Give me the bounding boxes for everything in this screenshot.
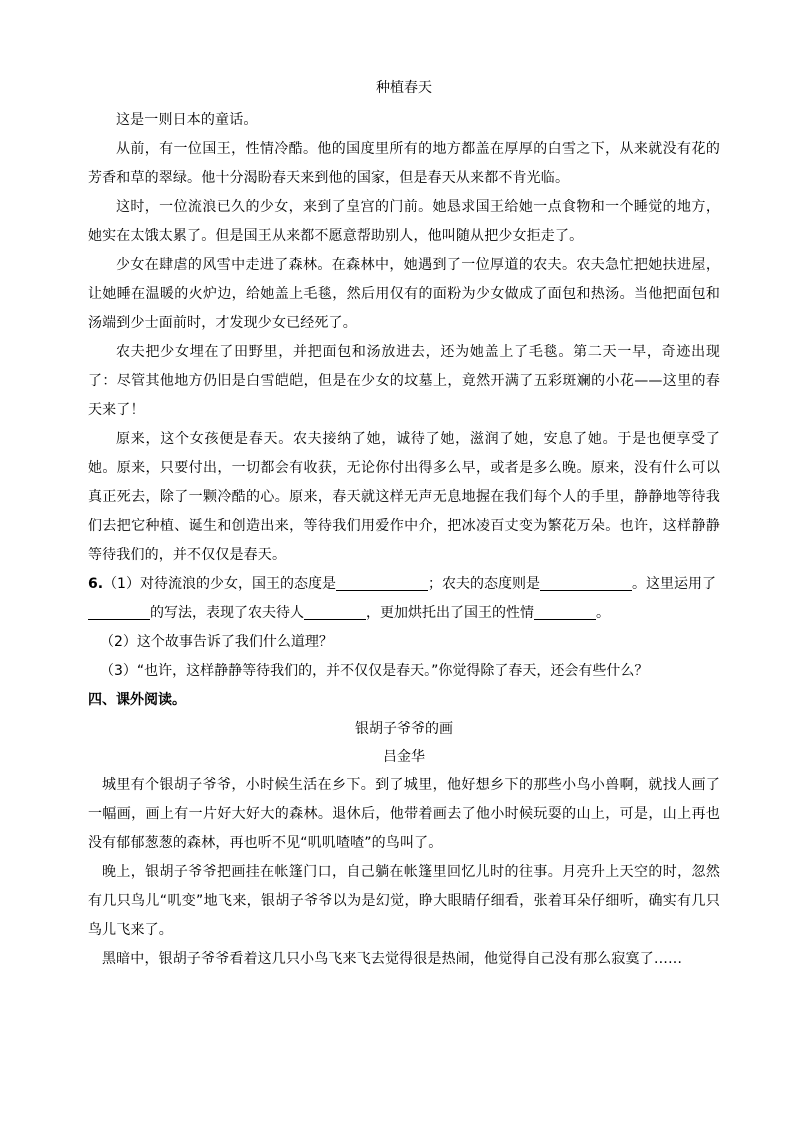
answer-blank-king-temper[interactable] xyxy=(534,603,596,620)
story1-paragraph: 农夫把少女埋在了田野里，并把面包和汤放进去，还为她盖上了毛毯。第二天一早，奇迹出现了：尽管其他地方仍旧是白雪皑皑，但是在少女的坟墓上，竟然开满了五彩斑斓的小花——这里的春天来了！ xyxy=(88,344,720,418)
answer-blank-king-attitude[interactable] xyxy=(336,574,428,591)
story2-paragraph: 城里有个银胡子爷爷，小时候生活在乡下。到了城里，他好想乡下的那些小鸟小兽啊，就找人画了一幅画，画上有一片好大好大的森林。退休后，他带着画去了他小时候玩耍的山上，可是，山上再也没有郁郁葱葱的森林，再也听不见“叽叽喳喳”的鸟叫了。 xyxy=(88,777,720,851)
section-heading: 四、课外阅读。 xyxy=(88,692,186,708)
q6-part1-prefix: （1）对待流浪的少女，国王的态度是 xyxy=(103,576,336,592)
story2-author: 吕金华 xyxy=(383,749,425,765)
q6-part1-end: 。 xyxy=(596,605,610,621)
story1-paragraph: 少女在肆虐的风雪中走进了森林。在森林中，她遇到了一位厚道的农夫。农夫急忙把她扶进屋，让她睡在温暖的火炉边，给她盖上毛毯，然后用仅有的面粉为少女做成了面包和热汤。当他把面包和汤端到少士面前时，才发现少女已经死了。 xyxy=(88,257,720,331)
story2-paragraph: 晚上，银胡子爷爷把画挂在帐篷门口，自己躺在帐篷里回忆儿时的往事。月亮升上天空的时，忽然有几只鸟儿“叽变”地飞来，银胡子爷爷以为是幻觉，睁大眼睛仔细看，张着耳朵仔细听，确实有几只鸟儿飞来了。 xyxy=(88,864,720,938)
q6-part1-mid3: 的写法，表现了农夫待人 xyxy=(150,605,304,621)
story1-paragraph: 原来，这个女孩便是春天。农夫接纳了她，诚待了她，滋润了她，安息了她。于是也便享受了她。原来，只要付出，一切都会有收获，无论你付出得多么早，或者是多么晚。原来，没有什么可以真正死去，除了一颗冷酷的心。原来，春天就这样无声无息地握在我们每个人的手里，静静地等待我们去把它种植、诞生和创造出来，等待我们用爱作中介，把冰凌百丈变为繁花万朵。也许，这样静静等待我们的，并不仅仅是春天。 xyxy=(88,431,720,563)
question-6-part-1 xyxy=(88,570,720,628)
story2-paragraph: 黑暗中，银胡子爷爷看着这几只小鸟飞来飞去觉得很是热闹，他觉得自己没有那么寂寞了…… xyxy=(102,951,683,967)
story1-paragraph: 这时，一位流浪已久的少女，来到了皇宫的门前。她恳求国王给她一点食物和一个睡觉的地方，她实在太饿太累了。但是国王从来都不愿意帮助别人，他叫随从把少女拒走了。 xyxy=(88,199,720,244)
story1-paragraph: 这是一则日本的童话。 xyxy=(116,112,258,128)
answer-blank-farmer-manner[interactable] xyxy=(304,603,366,620)
answer-blank-technique[interactable] xyxy=(88,603,150,620)
answer-blank-farmer-attitude[interactable] xyxy=(540,574,632,591)
q6-part1-mid2: 。这里运用了 xyxy=(631,576,716,592)
question-6-part-2: （2）这个故事告诉了我们什么道理？ xyxy=(100,634,333,650)
story1-paragraph: 从前，有一位国王，性情冷酷。他的国度里所有的地方都盖在厚厚的白雪之下，从来就没有花的芳香和草的翠绿。他十分渴盼春天来到他的国家，但是春天从来都不肯光临。 xyxy=(88,141,720,186)
document-content xyxy=(88,78,720,974)
story2-title: 银胡子爷爷的画 xyxy=(355,721,453,737)
q6-part1-mid1: ；农夫的态度则是 xyxy=(427,576,540,592)
q6-part1-mid4: ，更加烘托出了国王的性情 xyxy=(366,605,534,621)
question-6-part-3: （3）“也许，这样静静等待我们的，并不仅仅是春天。”你觉得除了春天，还会有些什么？ xyxy=(100,663,649,679)
question-number: 6. xyxy=(88,576,104,592)
story1-title: 种植春天 xyxy=(376,80,432,96)
